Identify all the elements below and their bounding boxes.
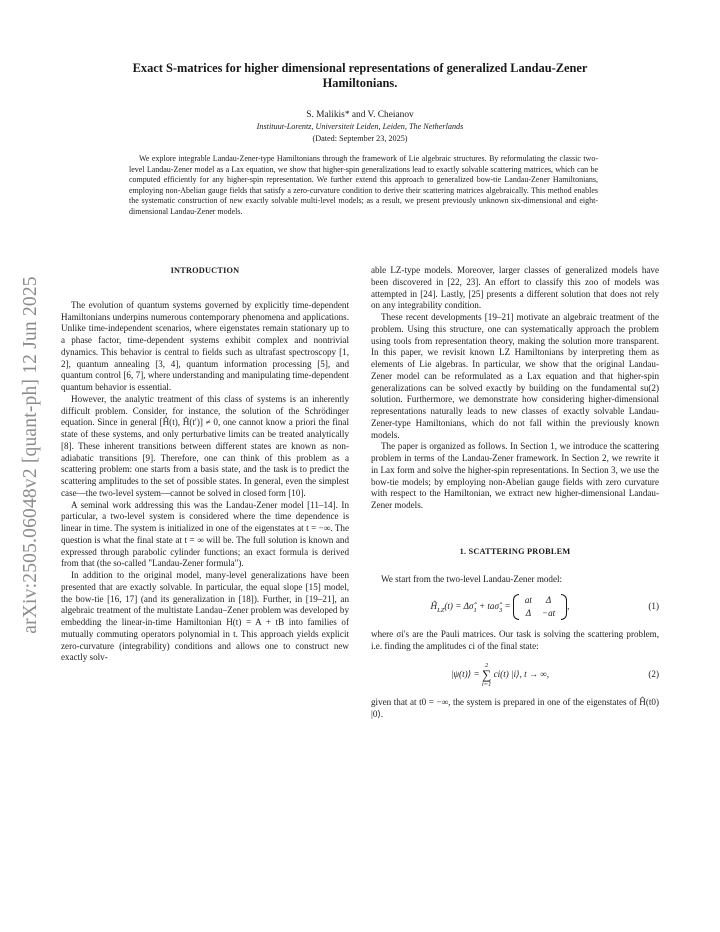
right-column — [371, 265, 659, 720]
hamiltonian-matrix: at Δ Δ −at — [513, 594, 567, 620]
section-heading-introduction: INTRODUCTION — [170, 266, 240, 275]
section-heading-scattering-problem: 1. SCATTERING PROBLEM — [459, 546, 571, 556]
equation-2-body: |ψ(t)⟩ = 2 ∑ i=1 ci(t) |i⟩, t → ∞, — [450, 661, 550, 688]
equation-1-body: $Ĥ_{LZ}(t)$ = $\Delta\sigmâ_1$ + $ta\sigmâ_3$ = at Δ Δ −at , — [430, 595, 570, 619]
abstract: We explore integrable Landau-Zener-type Hamiltonians through the framework of Lie algebraic structures. By reformulating the classic two-level Landau-Zener model as a Lax equation, we show that higher-spin generalizations lead to exactly solvable scattering matrices, which can be computed efficiently for any higher-spin representation. We further extend this approach to generalized bow-tie Landau-Zener Hamiltonians, employing non-Abelian gauge fields that satisfy a zero-curvature condition to derive their scattering matrices algebraically. This method enables the systematic construction of new exactly solvable multi-level models; as a result, we present previously unknown six-dimensional and eight-dimensional Landau-Zener models. — [129, 154, 598, 216]
equation-1 — [371, 585, 659, 629]
paper-title: Exact S-matrices for higher dimensional representations of generalized Landau-Zener Hamiltonians. — [132, 61, 588, 90]
equation-number-1: (1) — [648, 601, 659, 612]
paragraph: However, the analytic treatment of this class of systems is an inherently difficult problem. Consider, for instance, the solution of the Schrödinger equation. Since in general [Ĥ(t), Ĥ(t′)] ≠ 0, one cannot know a priori the final state of these systems, and only perturbative limits can be treated analytically [8]. These inherent transitions between different states are known as non-adiabatic transitions [9]. Therefore, one can think of this problem as a scattering problem: one starts from a basis state, and the task is to predict the scattering amplitudes to the set of possible states. In general, even the simplest case—the two-level system—cannot be solved in closed form [10]. — [61, 393, 349, 498]
paragraph: The paper is organized as follows. In Section 1, we introduce the scattering problem in terms of the Landau-Zener framework. In Section 2, we rewrite it in Lax form and solve the higher-spin representations. In Section 3, we use the bow-tie models; by employing non-Abelian gauge fields with zero curvature with respect to the Hamiltonian, we extract new higher-dimensional Landau-Zener models. — [371, 441, 659, 510]
date-line: (Dated: September 23, 2025) — [312, 134, 408, 143]
paragraph: In addition to the original model, many-level generalizations have been presented that are exactly solvable. In particular, the equal slope [15] model, the bow-tie [16, 17] (and its generalization in [18]). Further, in [19–21], an algebraic treatment of the multistate Landau–Zener problem was developed by embedding the linear-in-time Hamiltonian H(t) = A + tB into families of mutually commuting operators polynomial in t. This approach yields explicit zero-curvature (integrability) conditions and allows one to construct new exactly solv- — [61, 570, 349, 663]
arxiv-identifier-text: arXiv:2505.06048v2 [quant-ph] 12 Jun 2025 — [20, 276, 41, 634]
authors: S. Malikis* and V. Cheianov — [306, 110, 414, 120]
paragraph: These recent developments [19–21] motivate an algebraic treatment of the problem. Using this structure, one can systematically approach the problem using tools from representation theory, making the solution more transparent. In this paper, we revisit known LZ Hamiltonians by interpreting them as elements of Lie algebras. In particular, we show that the original Landau-Zener model can be reformulated as a Lax equation and that higher-spin generalizations can be solved exactly by building on the fundamental su(2) solution. Furthermore, we demonstrate how considering higher-dimensional representations naturally leads to new classes of exactly solvable Landau-Zener-type Hamiltonians, which do not fall within the previously known models. — [371, 312, 659, 440]
paragraph: We start from the two-level Landau-Zener model: — [381, 573, 563, 584]
summation-sign: 2 ∑ i=1 — [481, 661, 492, 688]
arxiv-identifier — [18, 245, 44, 665]
paragraph: where σi's are the Pauli matrices. Our task is solving the scattering problem, i.e. finding the amplitudes ci of the final state: — [371, 629, 659, 651]
paragraph: A seminal work addressing this was the Landau-Zener model [11–14]. In particular, a two-level system is considered where the time dependence is linear in time. The system is initialized in one of the eigenstates at t = −∞. The question is what the final state at t = ∞ will be. The full solution is known and expressed through parabolic cylinder functions; an exact formula is derived from that (the so-called "Landau-Zener formula"). — [61, 499, 349, 569]
equation-number-2: (2) — [648, 668, 659, 679]
paragraph: The evolution of quantum systems governed by explicitly time-dependent Hamiltonians underpins numerous contemporary phenomena and applications. Unlike time-independent scenarios, where eigenstates remain stationary up to a phase factor, time-dependent systems exhibit complex and nontrivial dynamics. This behavior is central to fields such as ultrafast spectroscopy [1, 2], quantum annealing [3, 4], quantum information processing [5], and quantum control [6, 7], where understanding and manipulating time-dependent quantum behavior is essential. — [61, 299, 349, 392]
left-column — [61, 265, 349, 664]
equation-2 — [371, 653, 659, 697]
paragraph: able LZ-type models. Moreover, larger classes of generalized models have been discovered in [22, 23]. An effort to classify this zoo of models was attempted in [24]. Lastly, [25] presents a different solution that does not rely on any integrability condition. — [371, 265, 659, 311]
paragraph: given that at t0 = −∞, the system is prepared in one of the eigenstates of Ĥ(t0) |0⟩. — [371, 696, 659, 719]
affiliation: Instituut-Lorentz, Universiteit Leiden, Leiden, The Netherlands — [256, 122, 464, 131]
